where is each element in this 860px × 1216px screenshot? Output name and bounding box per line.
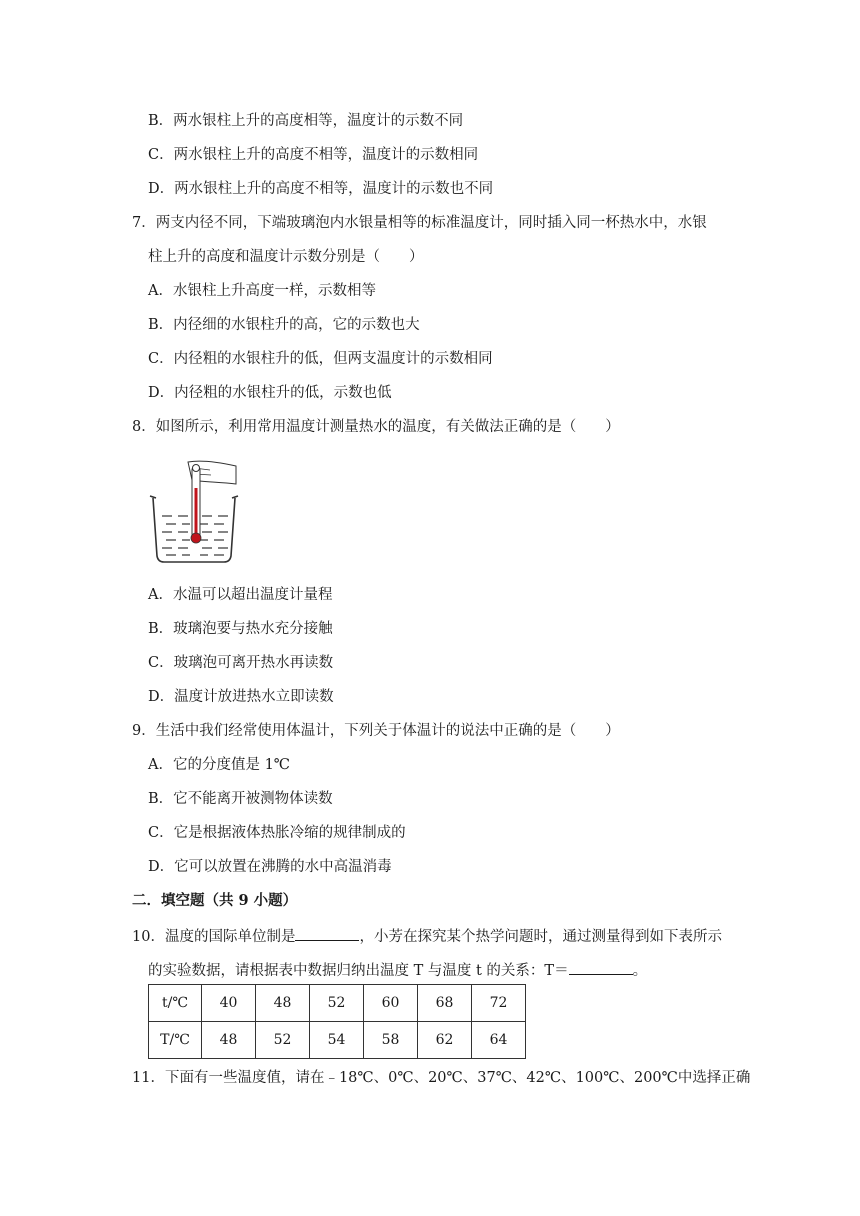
q8-option-a: A．水温可以超出温度计量程: [148, 587, 333, 603]
q8-stem: 8．如图所示，利用常用温度计测量热水的温度，有关做法正确的是（ ）: [132, 419, 620, 435]
q10-text-1: 10．温度的国际单位制是: [132, 929, 296, 945]
table-cell: 54: [310, 1022, 364, 1059]
table-cell: 58: [364, 1022, 418, 1059]
table-row: [149, 1022, 526, 1059]
q6-option-d: D．两水银柱上升的高度不相等，温度计的示数也不同: [148, 181, 494, 197]
q9-option-b: B．它不能离开被测物体读数: [148, 791, 333, 807]
table-cell: 64: [472, 1022, 526, 1059]
q10-data-table: [148, 984, 526, 1059]
table-row-label: t/℃: [149, 985, 202, 1022]
table-cell: 62: [418, 1022, 472, 1059]
q10-text-2: ，小芳在探究某个热学问题时，通过测量得到如下表所示: [359, 929, 722, 945]
q7-option-d: D．内径粗的水银柱升的低，示数也低: [148, 385, 392, 401]
q10-text-4: 。: [632, 963, 648, 979]
section-heading-fill-in: 二．填空题（共 9 小题）: [132, 892, 298, 909]
q7-option-c: C．内径粗的水银柱升的低，但两支温度计的示数相同: [148, 351, 493, 367]
q8-option-d: D．温度计放进热水立即读数: [148, 689, 334, 705]
table-cell: 52: [256, 1022, 310, 1059]
q9-option-a: A．它的分度值是 1℃: [148, 757, 291, 773]
table-cell: 68: [418, 985, 472, 1022]
q6-option-c: C．两水银柱上升的高度不相等，温度计的示数相同: [148, 147, 479, 163]
table-cell: 72: [472, 985, 526, 1022]
q11-stem: 11．下面有一些温度值，请在﹣18℃、0℃、20℃、37℃、42℃、100℃、200℃中选择正确: [132, 1070, 751, 1086]
q7-stem-line1: 7．两支内径不同，下端玻璃泡内水银量相等的标准温度计，同时插入同一杯热水中，水银: [132, 215, 707, 231]
table-cell: 40: [202, 985, 256, 1022]
q10-stem-line1: [132, 925, 722, 947]
q7-option-b: B．内径细的水银柱升的高，它的示数也大: [148, 317, 420, 333]
table-cell: 52: [310, 985, 364, 1022]
q8-option-b: B．玻璃泡要与热水充分接触: [148, 621, 333, 637]
q10-text-3: 的实验数据，请根据表中数据归纳出温度 T 与温度 t 的关系：T＝: [148, 963, 569, 979]
table-cell: 48: [202, 1022, 256, 1059]
table-row-label: T/℃: [149, 1022, 202, 1059]
q10-blank-1: [295, 925, 359, 941]
q9-option-c: C．它是根据液体热胀冷缩的规律制成的: [148, 825, 406, 841]
q7-stem-line2: 柱上升的高度和温度计示数分别是（ ）: [148, 249, 424, 265]
q10-stem-line2: [148, 959, 647, 981]
q9-stem: 9．生活中我们经常使用体温计，下列关于体温计的说法中正确的是（ ）: [132, 723, 620, 739]
table-cell: 60: [364, 985, 418, 1022]
q9-option-d: D．它可以放置在沸腾的水中高温消毒: [148, 859, 392, 875]
q8-option-c: C．玻璃泡可离开热水再读数: [148, 655, 334, 671]
q6-option-b: B．两水银柱上升的高度相等，温度计的示数不同: [148, 113, 464, 129]
thermometer-beaker-figure: [148, 458, 243, 566]
q10-blank-2: [569, 959, 633, 975]
q7-option-a: A．水银柱上升高度一样，示数相等: [148, 283, 376, 299]
table-cell: 48: [256, 985, 310, 1022]
table-row: [149, 985, 526, 1022]
